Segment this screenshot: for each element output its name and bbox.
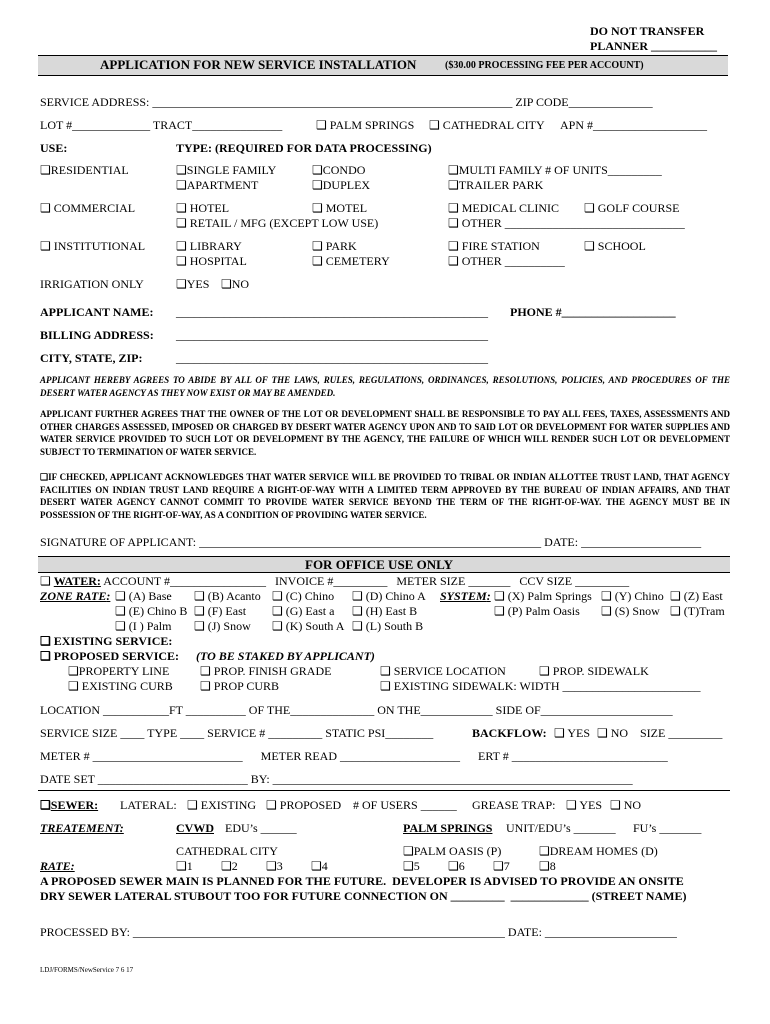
city-state-zip-field[interactable]: ____________________________________________________ <box>176 351 488 365</box>
checkbox-icon <box>403 844 414 858</box>
proposed-service-checkbox[interactable]: ❑ PROPOSED SERVICE: <box>40 649 179 663</box>
zone-h-checkbox[interactable]: ❑ (H) East B <box>352 604 417 618</box>
retail-checkbox[interactable]: ❑ RETAIL / MFG (EXCEPT LOW USE) <box>176 216 378 230</box>
zone-k-checkbox[interactable]: ❑ (K) South A <box>272 619 344 633</box>
golf-course-checkbox[interactable]: ❑ GOLF COURSE <box>584 201 679 215</box>
existing-service-checkbox[interactable]: ❑ EXISTING SERVICE: <box>40 634 172 648</box>
grease-trap-yes-checkbox[interactable]: ❑ YES <box>566 798 602 812</box>
checkbox-icon <box>448 178 459 192</box>
checkbox-icon <box>272 589 283 603</box>
lateral-label: LATERAL: <box>120 798 177 812</box>
backflow-no-checkbox[interactable]: ❑ NO <box>597 726 628 740</box>
system-y-checkbox[interactable]: ❑ (Y) Chino <box>601 589 664 603</box>
checkbox-icon <box>194 604 205 618</box>
checkbox-icon <box>312 163 323 177</box>
checkbox-icon <box>312 178 323 192</box>
checkbox-icon <box>670 604 681 618</box>
service-address-field[interactable]: SERVICE ADDRESS: ____________________________________________________________ ZIP CODE______________ <box>40 95 653 109</box>
lateral-proposed-checkbox[interactable]: ❑ PROPOSED <box>266 798 341 812</box>
park-checkbox[interactable]: ❑ PARK <box>312 239 357 253</box>
billing-address-label: BILLING ADDRESS: <box>40 328 154 342</box>
section-divider <box>38 790 730 791</box>
checkbox-icon <box>311 859 322 873</box>
billing-address-field[interactable]: ____________________________________________________ <box>176 328 488 342</box>
cemetery-checkbox[interactable]: ❑ CEMETERY <box>312 254 390 268</box>
zone-a-checkbox[interactable]: ❑ (A) Base <box>115 589 172 603</box>
duplex-checkbox[interactable]: ❑ DUPLEX <box>312 178 370 192</box>
unit-edus-field[interactable]: UNIT/EDU’s _______ <box>506 821 616 835</box>
zone-b-checkbox[interactable]: ❑ (B) Acanto <box>194 589 261 603</box>
checkbox-icon <box>554 726 565 740</box>
system-p-checkbox[interactable]: ❑ (P) Palm Oasis <box>494 604 580 618</box>
library-checkbox[interactable]: ❑ LIBRARY <box>176 239 242 253</box>
zone-e-checkbox[interactable]: ❑ (E) Chino B <box>115 604 187 618</box>
checkbox-icon <box>176 201 187 215</box>
checkbox-icon <box>200 679 211 693</box>
checkbox-icon <box>176 859 187 873</box>
rate-6-checkbox[interactable]: ❑ 6 <box>448 859 465 873</box>
signature-date-field[interactable]: SIGNATURE OF APPLICANT: _________________________________________________________ DATE: ____________________ <box>40 535 702 549</box>
processed-by-field[interactable]: PROCESSED BY: ______________________________________________________________ DATE: ______________________ <box>40 925 677 939</box>
zone-d-checkbox[interactable]: ❑ (D) Chino A <box>352 589 426 603</box>
form-title: APPLICATION FOR NEW SERVICE INSTALLATION <box>100 57 417 72</box>
zone-g-checkbox[interactable]: ❑ (G) East a <box>272 604 334 618</box>
palm-springs-checkbox[interactable]: ❑ PALM SPRINGS <box>316 118 414 132</box>
system-z-checkbox[interactable]: ❑ (Z) East <box>670 589 723 603</box>
checkbox-icon <box>194 589 205 603</box>
service-location-checkbox[interactable]: ❑ SERVICE LOCATION <box>380 664 506 678</box>
processing-fee-note: ($30.00 PROCESSING FEE PER ACCOUNT) <box>445 60 644 71</box>
fire-station-checkbox[interactable]: ❑ FIRE STATION <box>448 239 540 253</box>
rate-4-checkbox[interactable]: ❑ 4 <box>311 859 328 873</box>
staked-note: (TO BE STAKED BY APPLICANT) <box>196 649 375 663</box>
checkbox-icon <box>610 798 621 812</box>
checkbox-icon <box>115 604 126 618</box>
single-family-checkbox[interactable]: ❑ SINGLE FAMILY <box>176 163 276 177</box>
existing-sidewalk-checkbox[interactable]: ❑ EXISTING SIDEWALK: WIDTH _______________________ <box>380 679 701 693</box>
zone-l-checkbox[interactable]: ❑ (L) South B <box>352 619 423 633</box>
checkbox-icon <box>352 604 363 618</box>
other-institutional-checkbox[interactable]: ❑ OTHER __________ <box>448 254 565 268</box>
palm-springs-label: PALM SPRINGS <box>403 821 493 835</box>
checkbox-icon <box>601 604 612 618</box>
trust-land-acknowledgement[interactable]: ❑ IF CHECKED, APPLICANT ACKNOWLEDGES THAT WATER SERVICE WILL BE PROVIDED TO TRIBAL OR INDIAN ALLOTTEE TRUST LAND, THAT AGENCY FACILITIES ON INDIAN TRUST LAND REQUIRE A RIGHT-OF-WAY WITH A LIMITED TERM APPROVED BY THE BUREAU OF INDIAN AFFAIRS, AND THAT DESERT WATER AGENCY CANNOT COMMIT TO PROVIDE WATER SERVICE BEYOND THE TERM OF THE RIGHT-OF-WAY. THE AGENCY MUST BE IN POSSESSION OF THE RIGHT-OF-WAY, AS A CONDITION OF PROVIDING WATER SERVICE. <box>40 471 730 521</box>
lateral-existing-checkbox[interactable]: ❑ EXISTING <box>187 798 256 812</box>
checkbox-icon <box>380 679 391 693</box>
phone-field[interactable]: PHONE #___________________ <box>510 305 676 319</box>
use-label: USE: <box>40 141 68 155</box>
checkbox-icon <box>115 589 126 603</box>
checkbox-icon <box>176 239 187 253</box>
service-size-field[interactable]: SERVICE SIZE ____ TYPE ____ SERVICE # _________ STATIC PSI________ <box>40 726 434 740</box>
checkbox-icon <box>176 254 187 268</box>
checkbox-icon <box>272 619 283 633</box>
checkbox-icon <box>187 798 198 812</box>
grease-trap-no-checkbox[interactable]: ❑ NO <box>610 798 641 812</box>
checkbox-icon <box>40 798 51 812</box>
prop-curb-checkbox[interactable]: ❑ PROP CURB <box>200 679 279 693</box>
checkbox-icon <box>380 664 391 678</box>
existing-curb-checkbox[interactable]: ❑ EXISTING CURB <box>68 679 173 693</box>
checkbox-icon <box>352 589 363 603</box>
checkbox-icon <box>539 844 550 858</box>
do-not-transfer-label: DO NOT TRANSFER <box>590 24 705 38</box>
sewer-notice-line-2[interactable]: DRY SEWER LATERAL STUBOUT TOO FOR FUTURE CONNECTION ON _________ _____________ (STREET NAME) <box>40 889 687 903</box>
zone-i-checkbox[interactable]: ❑ (I ) Palm <box>115 619 171 633</box>
zone-c-checkbox[interactable]: ❑ (C) Chino <box>272 589 334 603</box>
cathedral-city-label: CATHEDRAL CITY <box>176 844 278 858</box>
rate-label: RATE: <box>40 859 75 873</box>
checkbox-icon <box>200 664 211 678</box>
apn-field[interactable]: APN #___________________ <box>560 118 708 132</box>
checkbox-icon <box>539 859 550 873</box>
prop-finish-grade-checkbox[interactable]: ❑ PROP. FINISH GRADE <box>200 664 331 678</box>
meter-field[interactable]: METER # _________________________ METER READ ____________________ ERT # __________________________ <box>40 749 668 763</box>
checkbox-icon <box>494 589 505 603</box>
checkbox-icon <box>448 163 459 177</box>
irrigation-yes-checkbox[interactable]: ❑ YES <box>176 277 209 291</box>
school-checkbox[interactable]: ❑ SCHOOL <box>584 239 646 253</box>
backflow-size-field[interactable]: SIZE _________ <box>640 726 723 740</box>
checkbox-icon <box>584 239 595 253</box>
zone-j-checkbox[interactable]: ❑ (J) Snow <box>194 619 251 633</box>
cvwd-edus-field[interactable]: EDU’s ______ <box>225 821 297 835</box>
checkbox-icon <box>584 201 595 215</box>
checkbox-icon <box>221 859 232 873</box>
applicant-name-label: APPLICANT NAME: <box>40 305 154 319</box>
backflow-yes-checkbox[interactable]: ❑ YES <box>554 726 590 740</box>
lot-tract-field[interactable]: LOT #_____________ TRACT_______________ <box>40 118 283 132</box>
rate-5-checkbox[interactable]: ❑ 5 <box>403 859 420 873</box>
checkbox-icon <box>312 239 323 253</box>
planner-field[interactable]: PLANNER ___________ <box>590 39 718 53</box>
condo-checkbox[interactable]: ❑ CONDO <box>312 163 365 177</box>
checkbox-icon <box>352 619 363 633</box>
checkbox-icon <box>194 619 205 633</box>
office-use-title: FOR OFFICE USE ONLY <box>305 557 453 572</box>
applicant-name-field[interactable]: ____________________________________________________ <box>176 305 488 319</box>
irrigation-only-label: IRRIGATION ONLY <box>40 277 144 291</box>
checkbox-icon <box>403 859 414 873</box>
checkbox-icon <box>40 163 51 177</box>
treatment-label: TREATEMENT: <box>40 821 124 835</box>
dream-homes-checkbox[interactable]: ❑ DREAM HOMES (D) <box>539 844 658 858</box>
palm-oasis-checkbox[interactable]: ❑ PALM OASIS (P) <box>403 844 501 858</box>
zone-rate-label: ZONE RATE: <box>40 589 111 603</box>
checkbox-icon <box>40 201 51 215</box>
checkbox-icon <box>539 664 550 678</box>
checkbox-icon <box>221 277 232 291</box>
institutional-checkbox[interactable]: ❑ INSTITUTIONAL <box>40 239 145 253</box>
other-commercial-checkbox[interactable]: ❑ OTHER ______________________________ <box>448 216 685 230</box>
form-footer-id: LDJ/FORMS/NewService 7 6 17 <box>40 966 134 974</box>
agreement-paragraph-2: APPLICANT FURTHER AGREES THAT THE OWNER OF THE LOT OR DEVELOPMENT SHALL BE RESPONSIBLE TO PAY ALL FEES, TAXES, ASSESSMENTS AND OTHER CHARGES ASSESSED, IMPOSED OR CHARGED BY DESERT WATER AGENCY UPON AND TO SAID LOT OR DEVELOPMENT FOR WATER SUPPLIES AND WATER SERVICE PROVIDED TO SUCH LOT OR DEVELOPMENT BY THE AGENCY, THE FAILURE OF WHICH WILL RENDER SUCH LOT OR DEVELOPMENT SUBJECT TO TERMINATION OF WATER SERVICE. <box>40 409 730 457</box>
system-s-checkbox[interactable]: ❑ (S) Snow <box>601 604 660 618</box>
rate-3-checkbox[interactable]: ❑ 3 <box>266 859 283 873</box>
checkbox-icon <box>40 574 51 588</box>
residential-checkbox[interactable]: ❑ RESIDENTIAL <box>40 163 129 177</box>
checkbox-icon <box>597 726 608 740</box>
checkbox-icon <box>448 859 459 873</box>
type-label: TYPE: (REQUIRED FOR DATA PROCESSING) <box>176 141 432 155</box>
checkbox-icon <box>448 254 459 268</box>
hotel-checkbox[interactable]: ❑ HOTEL <box>176 201 229 215</box>
sewer-notice-line-1: A PROPOSED SEWER MAIN IS PLANNED FOR THE FUTURE. DEVELOPER IS ADVISED TO PROVIDE AN ONSITE <box>40 874 684 888</box>
trailer-park-checkbox[interactable]: ❑ TRAILER PARK <box>448 178 543 192</box>
checkbox-icon <box>312 201 323 215</box>
checkbox-icon <box>68 664 79 678</box>
rate-7-checkbox[interactable]: ❑ 7 <box>493 859 510 873</box>
medical-clinic-checkbox[interactable]: ❑ MEDICAL CLINIC <box>448 201 559 215</box>
checkbox-icon <box>494 604 505 618</box>
checkbox-icon <box>266 859 277 873</box>
property-line-checkbox[interactable]: ❑ PROPERTY LINE <box>68 664 169 678</box>
apartment-checkbox[interactable]: ❑ APARTMENT <box>176 178 258 192</box>
system-label: SYSTEM: <box>440 589 491 603</box>
checkbox-icon <box>272 604 283 618</box>
checkbox-icon <box>670 589 681 603</box>
checkbox-icon <box>176 277 187 291</box>
rate-8-checkbox[interactable]: ❑ 8 <box>539 859 556 873</box>
irrigation-no-checkbox[interactable]: ❑ NO <box>221 277 249 291</box>
checkbox-icon <box>448 216 459 230</box>
number-of-users-field[interactable]: # OF USERS ______ <box>353 798 457 812</box>
agreement-paragraph-1: APPLICANT HEREBY AGREES TO ABIDE BY ALL OF THE LAWS, RULES, REGULATIONS, ORDINANCES, RESOLUTIONS, POLICIES, AND PROCEDURES OF THE DESERT WATER AGENCY AS THEY NOW EXIST OR MAY BE AMENDED. <box>40 375 730 398</box>
commercial-checkbox[interactable]: ❑ COMMERCIAL <box>40 201 135 215</box>
grease-trap-label: GREASE TRAP: <box>472 798 556 812</box>
checkbox-icon <box>176 163 187 177</box>
checkbox-icon <box>601 589 612 603</box>
rate-1-checkbox[interactable]: ❑ 1 <box>176 859 193 873</box>
checkbox-icon <box>176 216 187 230</box>
prop-sidewalk-checkbox[interactable]: ❑ PROP. SIDEWALK <box>539 664 649 678</box>
checkbox-icon <box>448 201 459 215</box>
cathedral-city-checkbox[interactable]: ❑ CATHEDRAL CITY <box>429 118 545 132</box>
checkbox-icon <box>266 798 277 812</box>
checkbox-icon <box>40 634 51 648</box>
checkbox-icon <box>176 178 187 192</box>
checkbox-icon <box>115 619 126 633</box>
location-field[interactable]: LOCATION ___________FT __________ OF THE______________ ON THE____________ SIDE OF______________________ <box>40 703 673 717</box>
sewer-checkbox[interactable]: ❑ SEWER: <box>40 798 98 812</box>
multi-family-checkbox[interactable]: ❑ MULTI FAMILY # OF UNITS_________ <box>448 163 662 177</box>
checkbox-icon <box>566 798 577 812</box>
cvwd-label: CVWD <box>176 821 214 835</box>
checkbox-icon <box>40 239 51 253</box>
checkbox-icon <box>312 254 323 268</box>
checkbox-icon <box>493 859 504 873</box>
city-state-zip-label: CITY, STATE, ZIP: <box>40 351 143 365</box>
backflow-label: BACKFLOW: <box>472 726 547 740</box>
system-t-checkbox[interactable]: ❑ (T)Tram <box>670 604 725 618</box>
water-row[interactable]: ❑ WATER: ACCOUNT #________________ INVOICE #_________ METER SIZE _______ CCV SIZE _________ <box>40 574 629 588</box>
fus-field[interactable]: FU’s _______ <box>633 821 702 835</box>
hospital-checkbox[interactable]: ❑ HOSPITAL <box>176 254 247 268</box>
checkbox-icon <box>429 118 440 132</box>
checkbox-icon <box>40 472 48 482</box>
checkbox-icon <box>316 118 327 132</box>
checkbox-icon <box>40 649 51 663</box>
rate-2-checkbox[interactable]: ❑ 2 <box>221 859 238 873</box>
system-x-checkbox[interactable]: ❑ (X) Palm Springs <box>494 589 592 603</box>
checkbox-icon <box>68 679 79 693</box>
checkbox-icon <box>448 239 459 253</box>
date-set-field[interactable]: DATE SET _________________________ BY: ____________________________________________________________ <box>40 772 633 786</box>
motel-checkbox[interactable]: ❑ MOTEL <box>312 201 367 215</box>
zone-f-checkbox[interactable]: ❑ (F) East <box>194 604 246 618</box>
